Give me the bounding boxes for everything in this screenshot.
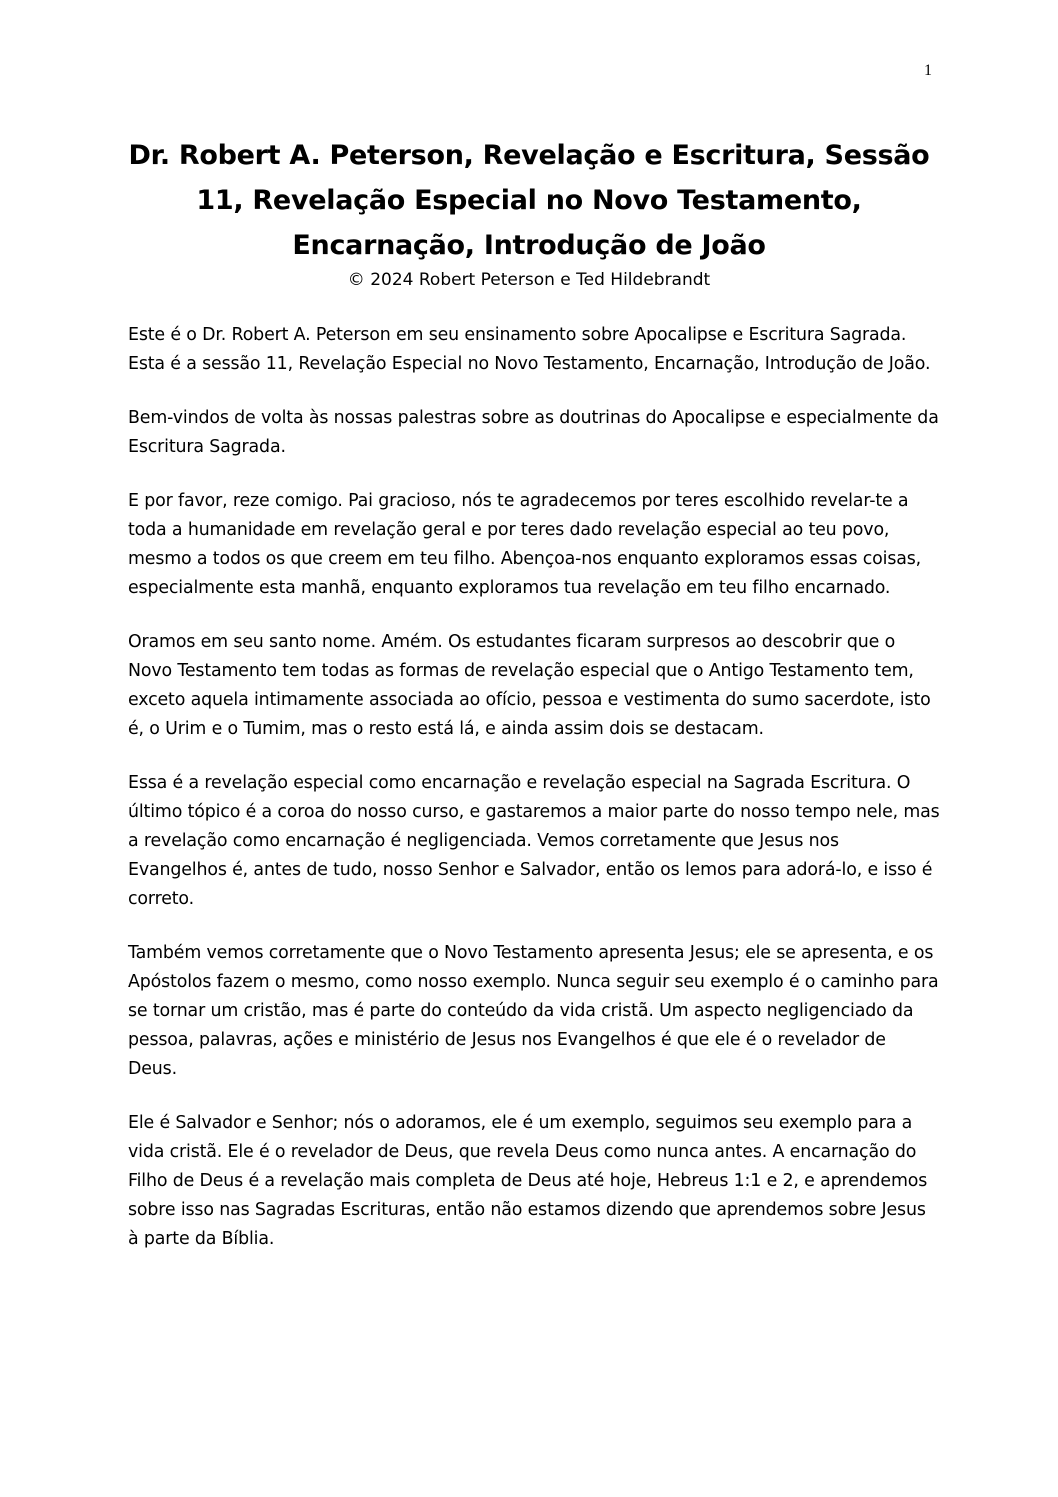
- document-title: Dr. Robert A. Peterson, Revelação e Escritura, Sessão 11, Revelação Especial no Novo Testamento, Encarnação, Introdução de João: [128, 140, 930, 261]
- paragraph: E por favor, reze comigo. Pai gracioso, nós te agradecemos por teres escolhido revelar-te a toda a humanidade em revelação geral e por teres dado revelação especial ao teu povo, mesmo a todos os que creem em teu filho. Abençoa-nos enquanto exploramos essas coisas, especialmente esta manhã, enquanto exploramos tua revelação em teu filho encarnado.: [128, 491, 922, 598]
- copyright-line: © 2024 Robert Peterson e Ted Hildebrandt: [347, 270, 711, 290]
- page-number: 1: [924, 62, 932, 79]
- paragraph: Este é o Dr. Robert A. Peterson em seu ensinamento sobre Apocalipse e Escritura Sagrada. Esta é a sessão 11, Revelação Especial no Novo Testamento, Encarnação, Introdução de João.: [128, 325, 931, 374]
- paragraph: Bem-vindos de volta às nossas palestras sobre as doutrinas do Apocalipse e especialmente da Escritura Sagrada.: [128, 408, 939, 457]
- paragraph: Também vemos corretamente que o Novo Testamento apresenta Jesus; ele se apresenta, e os Apóstolos fazem o mesmo, como nosso exemplo. Nunca seguir seu exemplo é o caminho para se tornar um cristão, mas é parte do conteúdo da vida cristã. Um aspecto negligenciado da pessoa, palavras, ações e ministério de Jesus nos Evangelhos é que ele é o revelador de Deus.: [128, 943, 939, 1079]
- paragraph: Oramos em seu santo nome. Amém. Os estudantes ficaram surpresos ao descobrir que o Novo Testamento tem todas as formas de revelação especial que o Antigo Testamento tem, exceto aquela intimamente associada ao ofício, pessoa e vestimenta do sumo sacerdote, isto é, o Urim e o Tumim, mas o resto está lá, e ainda assim dois se destacam.: [128, 632, 931, 739]
- document-body: [128, 321, 940, 1279]
- paragraph: Ele é Salvador e Senhor; nós o adoramos, ele é um exemplo, seguimos seu exemplo para a vida cristã. Ele é o revelador de Deus, que revela Deus como nunca antes. A encarnação do Filho de Deus é a revelação mais completa de Deus até hoje, Hebreus 1:1 e 2, e aprendemos sobre isso nas Sagradas Escrituras, então não estamos dizendo que aprendemos sobre Jesus à parte da Bíblia.: [128, 1113, 928, 1249]
- document-header: [120, 133, 938, 292]
- paragraph: Essa é a revelação especial como encarnação e revelação especial na Sagrada Escritura. O último tópico é a coroa do nosso curso, e gastaremos a maior parte do nosso tempo nele, mas a revelação como encarnação é negligenciada. Vemos corretamente que Jesus nos Evangelhos é, antes de tudo, nosso Senhor e Salvador, então os lemos para adorá-lo, e isso é correto.: [128, 773, 940, 909]
